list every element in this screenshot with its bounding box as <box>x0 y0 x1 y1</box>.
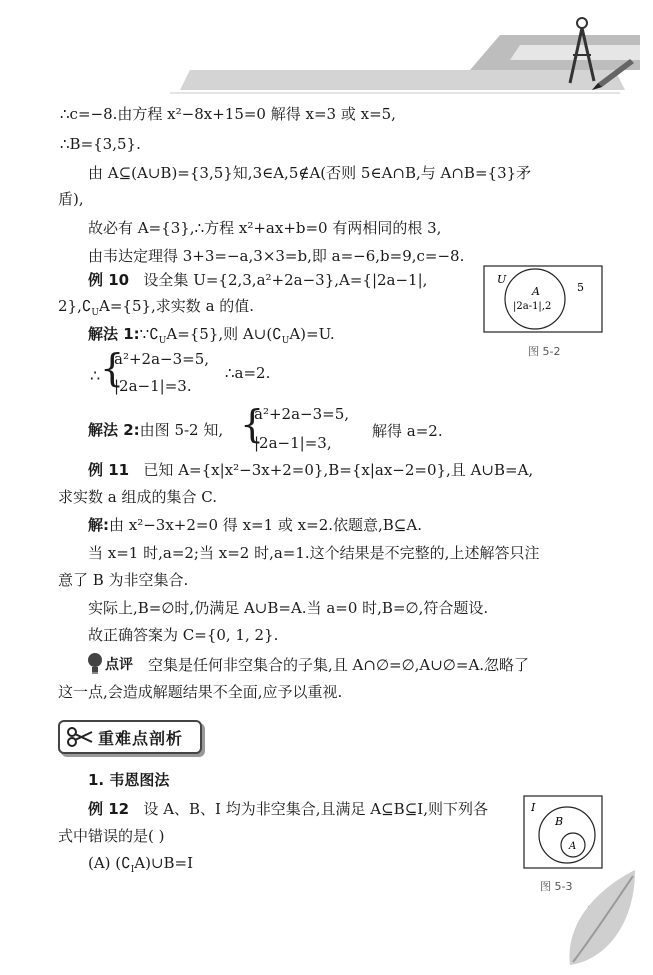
brace: { <box>240 402 265 446</box>
solution-label: 解法 1: <box>88 325 140 343</box>
set-label-a: A <box>532 285 540 298</box>
leaf-icon <box>555 870 645 975</box>
example-label: 例 12 <box>88 800 130 818</box>
example-text: 已知 A={x|x²−3x+2=0},B={x|ax−2=0},且 A∪B=A, <box>143 461 534 479</box>
text-span: A)=U. <box>289 325 335 343</box>
set-label-u: U <box>497 273 507 286</box>
example-11 <box>88 460 613 480</box>
scissors-icon <box>66 726 94 748</box>
equation: a²+2a−3=5, <box>114 350 210 368</box>
subscript: U <box>91 308 99 318</box>
text-span: 2},∁ <box>58 297 92 315</box>
set-label-a: A <box>569 841 577 852</box>
section-title: 重难点剖析 <box>98 729 184 748</box>
equation: a²+2a−3=5, <box>254 405 350 423</box>
equation: |2a−1|=3, <box>254 434 332 452</box>
brace: { <box>100 346 125 390</box>
solution-1 <box>88 324 613 351</box>
section-banner <box>58 720 202 754</box>
text-line: 由 A⊆(A∪B)={3,5}知,3∈A,5∉A(否则 5∈A∩B,与 A∩B={3}矛 <box>88 164 532 182</box>
text-line: 故正确答案为 C={0, 1, 2}. <box>88 626 279 644</box>
text-line: 故必有 A={3},∴方程 x²+ax+b=0 有两相同的根 3, <box>88 219 442 237</box>
example-label: 例 11 <box>88 461 130 479</box>
equation: |2a−1|=3. <box>114 377 192 395</box>
text-span: 由图 5-2 知, <box>139 421 224 439</box>
solution-label: 解法 2: <box>88 421 140 439</box>
solution-2 <box>88 420 223 440</box>
subscript: U <box>281 336 290 346</box>
venn-figure-5-3 <box>523 795 603 871</box>
figure-caption: 图 5-2 <box>528 345 561 358</box>
text-line: ∴c=−8.由方程 x²−8x+15=0 解得 x=3 或 x=5, <box>60 105 396 123</box>
text-line: 当 x=1 时,a=2;当 x=2 时,a=1.这个结果是不完整的,上述解答只注 <box>88 544 540 562</box>
text-span: A={5},求实数 a 的值. <box>99 297 255 315</box>
example-label: 例 10 <box>88 271 130 289</box>
figure-caption: 图 5-3 <box>540 880 573 893</box>
solution-label: 解: <box>88 516 109 534</box>
comment-text: 这一点,会造成解题结果不全面,应予以重视. <box>58 683 343 701</box>
text-span: A)∪B=I <box>134 854 194 872</box>
set-label-i: I <box>531 801 536 814</box>
solution <box>88 515 613 535</box>
subscript: I <box>130 865 135 875</box>
text-line: 式中错误的是( ) <box>58 827 165 845</box>
text-span: ∵∁ <box>139 325 159 343</box>
comment-tag: 点评 <box>105 657 133 673</box>
text-span: 由 x²−3x+2=0 得 x=1 或 x=2.依题意,B⊆A. <box>109 516 422 534</box>
text-line: ∴B={3,5}. <box>60 135 141 153</box>
text-line: 由韦达定理得 3+3=−a,3×3=b,即 a=−6,b=9,c=−8. <box>88 247 465 265</box>
example-text: 设 A、B、I 均为非空集合,且满足 A⊆B⊆I,则下列各 <box>143 800 488 818</box>
result: 解得 a=2. <box>372 422 443 440</box>
subsection-title: 1. 韦恩图法 <box>88 771 170 789</box>
example-text: 设全集 U={2,3,a²+2a−3},A={|2a−1|, <box>143 271 428 289</box>
venn-outer-text: 5 <box>577 281 584 294</box>
subscript: U <box>158 336 167 346</box>
text-span: (A) (∁ <box>88 854 131 872</box>
text-span: A={5},则 A∪(∁ <box>166 325 282 343</box>
lightbulb-icon <box>86 652 104 676</box>
set-label-b: B <box>555 815 564 828</box>
therefore-symbol: ∴ <box>90 366 101 385</box>
pencil-icon <box>590 55 635 95</box>
text-line: 实际上,B=∅时,仍满足 A∪B=A.当 a=0 时,B=∅,符合题设. <box>88 599 489 617</box>
result: ∴a=2. <box>225 364 271 382</box>
text-line: 盾), <box>58 190 84 208</box>
venn-inner-text: |2a-1|,2 <box>513 301 552 312</box>
comment-text: 空集是任何非空集合的子集,且 A∩∅=∅,A∪∅=A.忽略了 <box>148 656 530 674</box>
text-line: 意了 B 为非空集合. <box>58 571 189 589</box>
text-line: 求实数 a 组成的集合 C. <box>58 488 217 506</box>
